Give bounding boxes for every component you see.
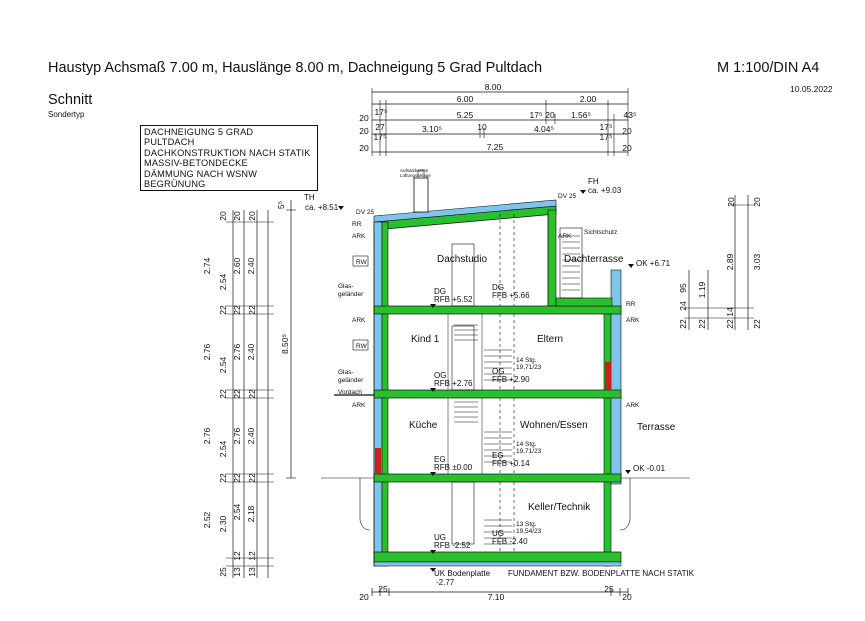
label-gelaender: geländer (338, 377, 364, 384)
dim-right: 22 (725, 319, 735, 329)
room-eltern: Eltern (537, 334, 564, 345)
dim-left: 20 (232, 211, 242, 221)
dim-top: 5.25 (456, 110, 474, 120)
dim-left: 25 (218, 567, 228, 577)
level-ug-label: UG (434, 533, 446, 542)
level-th-value: ca. +8.51 (305, 203, 339, 212)
dim-left: 13 (232, 567, 242, 577)
dim-left: 20 (218, 211, 228, 221)
note-line: DÄMMUNG NACH WSNW (144, 168, 258, 179)
label-stairs: 19,71/23 (516, 448, 542, 455)
level-ok-top: OK +6.71 (636, 259, 671, 268)
dim-right: 95 (678, 283, 688, 293)
dim-left: 22 (247, 389, 257, 399)
level-fh-value: ca. +9.03 (588, 186, 622, 195)
level-dg-rfb: RFB +5.52 (434, 295, 473, 304)
label-glas: Glas- (338, 369, 354, 376)
dim-top: 2.00 (579, 94, 597, 104)
level-dg-ffb: FFB +5.66 (492, 291, 530, 300)
dim-left: 2.54 (218, 356, 228, 374)
dim-left: 5⁵ (276, 200, 286, 210)
dim-top: 17⁵ (374, 107, 388, 117)
level-og-label2: OG (492, 367, 505, 376)
dim-bottom: 25 (604, 584, 614, 594)
room-terrasse: Terrasse (637, 422, 676, 433)
dim-top: 17⁵ (529, 110, 543, 120)
dim-top: 6.00 (456, 94, 474, 104)
level-ug-rfb: RFB -2.52 (434, 541, 471, 550)
dim-top: 17⁵ (599, 122, 613, 132)
dim-left: 22 (218, 305, 228, 315)
dim-left: 2.76 (232, 427, 242, 445)
note-line: BEGRÜNUNG (144, 179, 206, 190)
dim-left: 2.60 (232, 257, 242, 275)
note-line: DACHKONSTRUKTION NACH STATIK (144, 147, 311, 158)
dim-bottom: 25 (378, 584, 388, 594)
dim-bottom: 20 (359, 592, 369, 602)
label-stairs: 19,71/23 (516, 364, 542, 371)
label-ark: ARK (352, 233, 366, 240)
dim-left: 2.40 (246, 427, 256, 445)
dim-top: 7.25 (486, 142, 504, 152)
level-eg-rfb: RFB ±0.00 (434, 463, 473, 472)
dim-left: 22 (218, 389, 228, 399)
label-ark: ARK (558, 233, 572, 240)
dim-left: 20 (247, 211, 257, 221)
label-stairs: 14 Stg. (516, 357, 537, 364)
dim-left: 2.54 (218, 440, 228, 458)
dim-right: 14 (725, 307, 735, 317)
section-title: Schnitt (48, 92, 93, 108)
dim-left: 22 (232, 389, 242, 399)
label-chimney: Aufsatzkasten (400, 168, 429, 173)
dim-top: 17⁵ (599, 132, 613, 142)
dim-top: 1.56⁵ (570, 110, 592, 120)
note-line: MASSIV-BETONDECKE (144, 158, 248, 169)
dim-top: 20 (622, 126, 632, 136)
dim-right: 2.89 (725, 253, 735, 271)
dim-top: 17⁵ (373, 132, 387, 142)
level-eg-ffb: FFB +0.14 (492, 459, 530, 468)
label-rw: RW (356, 259, 367, 266)
dim-right: 3.03 (752, 253, 762, 271)
label-gelaender: geländer (338, 291, 364, 298)
level-ok-terrace: OK -0.01 (633, 464, 666, 473)
label-chimney: Lüftungsanlage (400, 173, 431, 178)
note-line: DACHNEIGUNG 5 GRAD (144, 127, 254, 137)
dim-top: 3.10⁵ (421, 124, 443, 134)
label-stairs: 19,54/23 (516, 528, 542, 535)
dim-left: 13 (247, 567, 257, 577)
level-ug-ffb: FFB -2.40 (492, 537, 528, 546)
dim-right: 22 (697, 319, 707, 329)
dim-left: 2.54 (232, 503, 242, 521)
dim-top: 20 (359, 126, 369, 136)
dim-right: 22 (678, 319, 688, 329)
dim-left: 2.74 (202, 257, 212, 275)
label-stairs: 13 Stg. (516, 521, 537, 528)
dim-left: 22 (218, 473, 228, 483)
label-dv25: DV 25 (356, 209, 375, 216)
dim-right: 1.19 (697, 281, 707, 299)
dim-left: 22 (232, 305, 242, 315)
dim-top: 20 (622, 143, 632, 153)
level-th: TH (304, 193, 315, 202)
label-ark: ARK (626, 317, 640, 324)
level-og-label: OG (434, 371, 447, 380)
dim-left: 2.30 (218, 515, 228, 533)
dim-top: 43⁵ (623, 110, 637, 120)
room-wohnen: Wohnen/Essen (520, 420, 588, 431)
label-rw: RW (356, 343, 367, 350)
dim-top: 4.04⁵ (533, 124, 555, 134)
drawing-title: Haustyp Achsmaß 7.00 m, Hauslänge 8.00 m, Dachneigung 5 Grad Pultdach (48, 60, 543, 76)
room-kueche: Küche (409, 420, 438, 431)
dim-top: 20 (545, 110, 555, 120)
drawing-scale: M 1:100/DIN A4 (717, 60, 820, 76)
level-dg-label2: DG (492, 283, 504, 292)
dim-left: 2.40 (246, 343, 256, 361)
dim-top-total: 8.00 (484, 82, 502, 92)
dim-left: 2.54 (218, 273, 228, 291)
dim-right: 20 (726, 197, 736, 207)
room-dachstudio: Dachstudio (437, 254, 488, 265)
dim-bottom: 7.10 (487, 592, 505, 602)
dim-left: 2.40 (246, 257, 256, 275)
dim-right: 24 (678, 301, 688, 311)
level-og-ffb: FFB +2.90 (492, 375, 530, 384)
label-glas: Glas- (338, 283, 354, 290)
note-line: PULTDACH (144, 137, 195, 148)
level-og-rfb: RFB +2.76 (434, 379, 473, 388)
dim-left: 22 (232, 473, 242, 483)
dim-left: 12 (247, 551, 257, 561)
label-dv25: DV 25 (558, 193, 577, 200)
drawing-date: 10.05.2022 (790, 84, 833, 94)
dim-top: 10 (477, 122, 487, 132)
label-ark: ARK (352, 402, 366, 409)
label-sichtschutz: Sichtschutz (584, 229, 618, 236)
label-ark: ARK (352, 317, 366, 324)
label-stairs: 14 Stg. (516, 441, 537, 448)
dim-top: 27 (375, 122, 385, 132)
section-subtype: Sondertyp (48, 110, 85, 119)
room-kind1: Kind 1 (411, 334, 440, 345)
dim-top: 20 (359, 143, 369, 153)
label-rr: RR (626, 301, 636, 308)
label-vordach: Vordach (338, 389, 362, 396)
room-keller: Keller/Technik (528, 502, 591, 513)
level-dg-label: DG (434, 287, 446, 296)
dim-right: 22 (752, 319, 762, 329)
level-fh: FH (588, 177, 599, 186)
room-dachterrasse: Dachterrasse (564, 254, 624, 265)
dim-left: 2.76 (202, 427, 212, 445)
fundament-note: FUNDAMENT BZW. BODENPLATTE NACH STATIK (508, 569, 695, 578)
level-ug-label2: UG (492, 529, 504, 538)
dim-left: 2.18 (246, 505, 256, 523)
level-eg-label: EG (434, 455, 446, 464)
dim-left: 2.76 (202, 343, 212, 361)
dim-left: 12 (232, 551, 242, 561)
dim-left: 22 (247, 305, 257, 315)
dim-left: 2.52 (202, 511, 212, 529)
level-ukb: UK Bodenplatte (434, 569, 491, 578)
level-eg-label2: EG (492, 451, 504, 460)
label-ark: ARK (626, 402, 640, 409)
label-rr: RR (352, 221, 362, 228)
level-ukb-value: -2.77 (436, 578, 455, 587)
dim-left: 2.76 (232, 343, 242, 361)
dim-left: 8.50⁵ (280, 333, 290, 355)
dim-left: 22 (247, 473, 257, 483)
dim-top: 20 (359, 113, 369, 123)
dim-bottom: 20 (622, 592, 632, 602)
dim-right: 20 (752, 197, 762, 207)
